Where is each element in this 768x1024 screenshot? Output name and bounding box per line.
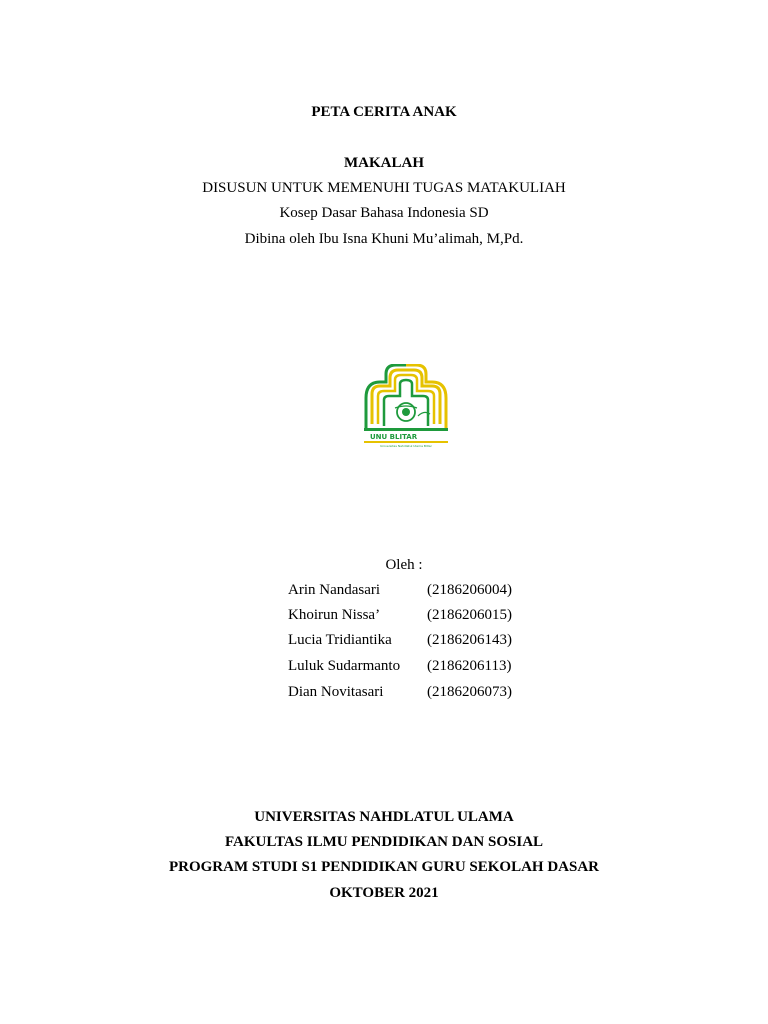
authors-heading: Oleh : [385, 557, 423, 573]
author-row [288, 631, 548, 649]
author-nim: (2186206073) [427, 684, 512, 700]
university-logo [360, 364, 452, 448]
author-nim: (2186206143) [427, 632, 512, 648]
author-name: Khoirun Nissa’ [288, 607, 381, 623]
author-name: Lucia Tridiantika [288, 632, 392, 648]
author-nim: (2186206015) [427, 607, 512, 623]
document-type: MAKALAH [344, 155, 424, 171]
author-name: Luluk Sudarmanto [288, 658, 401, 674]
author-nim: (2186206113) [427, 658, 512, 674]
author-name: Arin Nandasari [288, 582, 381, 598]
logo-text: UNU BLITAR [370, 433, 418, 441]
document-title: PETA CERITA ANAK [311, 104, 457, 120]
document-purpose: DISUSUN UNTUK MEMENUHI TUGAS MATAKULIAH [202, 180, 566, 196]
author-row [288, 657, 548, 675]
author-row [288, 581, 548, 599]
author-row [288, 606, 548, 624]
lecturer-line: Dibina oleh Ibu Isna Khuni Mu’alimah, M,Pd. [244, 231, 524, 247]
course-name: Kosep Dasar Bahasa Indonesia SD [279, 205, 489, 221]
author-row [288, 683, 548, 701]
document-date: OKTOBER 2021 [329, 885, 439, 901]
logo-subtext: Universitas Nahdlatul Ulama Blitar [380, 444, 432, 448]
program-name: PROGRAM STUDI S1 PENDIDIKAN GURU SEKOLAH DASAR [168, 859, 600, 875]
faculty-name: FAKULTAS ILMU PENDIDIKAN DAN SOSIAL [224, 834, 544, 850]
author-name: Dian Novitasari [288, 684, 384, 700]
author-nim: (2186206004) [427, 582, 512, 598]
university-name: UNIVERSITAS NAHDLATUL ULAMA [254, 809, 514, 825]
